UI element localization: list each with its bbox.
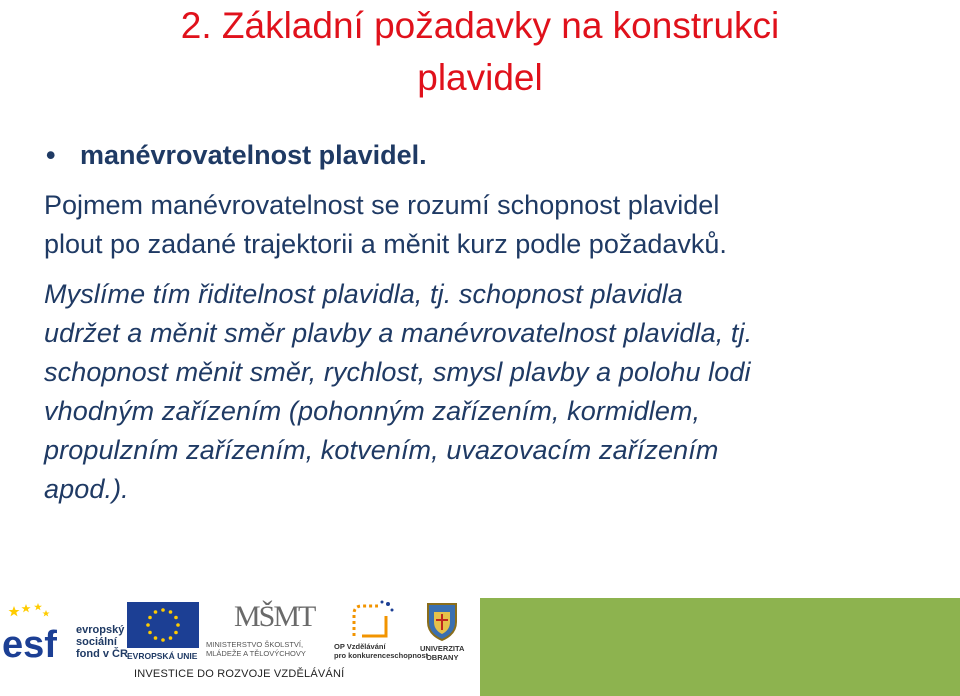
bullet-dot-icon: • xyxy=(46,140,56,170)
esf-logo xyxy=(2,602,128,664)
unob-caption-2: OBRANY xyxy=(425,653,459,662)
eu-star-icon xyxy=(161,638,165,642)
paragraph-line: apod.). xyxy=(44,474,129,504)
eu-star-icon xyxy=(154,636,158,640)
unob-caption-1: UNIVERZITA xyxy=(420,644,465,653)
eu-star-icon xyxy=(174,616,178,620)
eu-star-icon xyxy=(154,610,158,614)
eu-star-icon xyxy=(148,616,152,620)
eu-star-icon xyxy=(176,623,180,627)
esf-caption-2: sociální xyxy=(76,636,117,648)
op-caption xyxy=(334,642,428,660)
esf-text: esf xyxy=(2,624,57,664)
msmt-monogram-icon: MŠMT xyxy=(234,600,315,633)
msmt-logo xyxy=(206,600,326,664)
bullet-item xyxy=(46,137,427,173)
paragraph-explanation xyxy=(44,275,944,509)
eu-caption: EVROPSKÁ UNIE xyxy=(127,651,198,661)
slide-title xyxy=(0,0,960,104)
esf-caption-1: evropský xyxy=(76,624,125,636)
esf-caption xyxy=(76,624,128,660)
op-vk-logo xyxy=(330,598,429,664)
op-arrow-icon xyxy=(348,598,398,640)
paragraph-line: propulzním zařízením, kotvením, uvazovacím zařízením xyxy=(44,435,719,465)
op-caption-1: OP Vzdělávání xyxy=(334,642,386,651)
bullet-text: manévrovatelnost plavidel. xyxy=(80,140,427,170)
msmt-caption-2: MLÁDEŽE A TĚLOVÝCHOVY xyxy=(206,649,306,658)
paragraph-definition xyxy=(44,186,944,264)
unob-caption xyxy=(420,644,464,662)
eu-star-icon xyxy=(169,610,173,614)
eu-logo xyxy=(127,602,203,662)
msmt-caption-1: MINISTERSTVO ŠKOLSTVÍ, xyxy=(206,640,304,649)
op-caption-2: pro konkurenceschopnost xyxy=(334,651,429,660)
eu-star-icon xyxy=(146,623,150,627)
footer-logo-strip xyxy=(0,598,480,696)
paragraph-line: Myslíme tím řiditelnost plavidla, tj. schopnost plavidla xyxy=(44,279,683,309)
eu-star-icon xyxy=(148,631,152,635)
green-footer-block xyxy=(480,598,960,696)
paragraph-line: Pojmem manévrovatelnost se rozumí schopnost plavidel xyxy=(44,190,720,220)
eu-star-icon xyxy=(161,608,165,612)
paragraph-line: udržet a měnit směr plavby a manévrovatelnost plavidla, tj. xyxy=(44,318,753,348)
eu-star-icon xyxy=(169,636,173,640)
investice-caption: INVESTICE DO ROZVOJE VZDĚLÁVÁNÍ xyxy=(134,668,345,680)
paragraph-line: schopnost měnit směr, rychlost, smysl plavby a polohu lodi xyxy=(44,357,751,387)
paragraph-line: vhodným zařízením (pohonným zařízením, kormidlem, xyxy=(44,396,701,426)
eu-star-icon xyxy=(174,631,178,635)
title-line-1: 2. Základní požadavky na konstrukci xyxy=(180,5,780,46)
esf-caption-3: fond v ČR xyxy=(76,648,128,660)
paragraph-line: plout po zadané trajektorii a měnit kurz podle požadavků. xyxy=(44,229,727,259)
eu-flag-icon xyxy=(127,602,199,648)
unob-logo xyxy=(418,598,468,664)
shield-icon xyxy=(424,600,460,642)
esf-icon xyxy=(2,602,72,664)
msmt-caption xyxy=(206,640,306,658)
title-line-2: plavidel xyxy=(417,57,543,98)
